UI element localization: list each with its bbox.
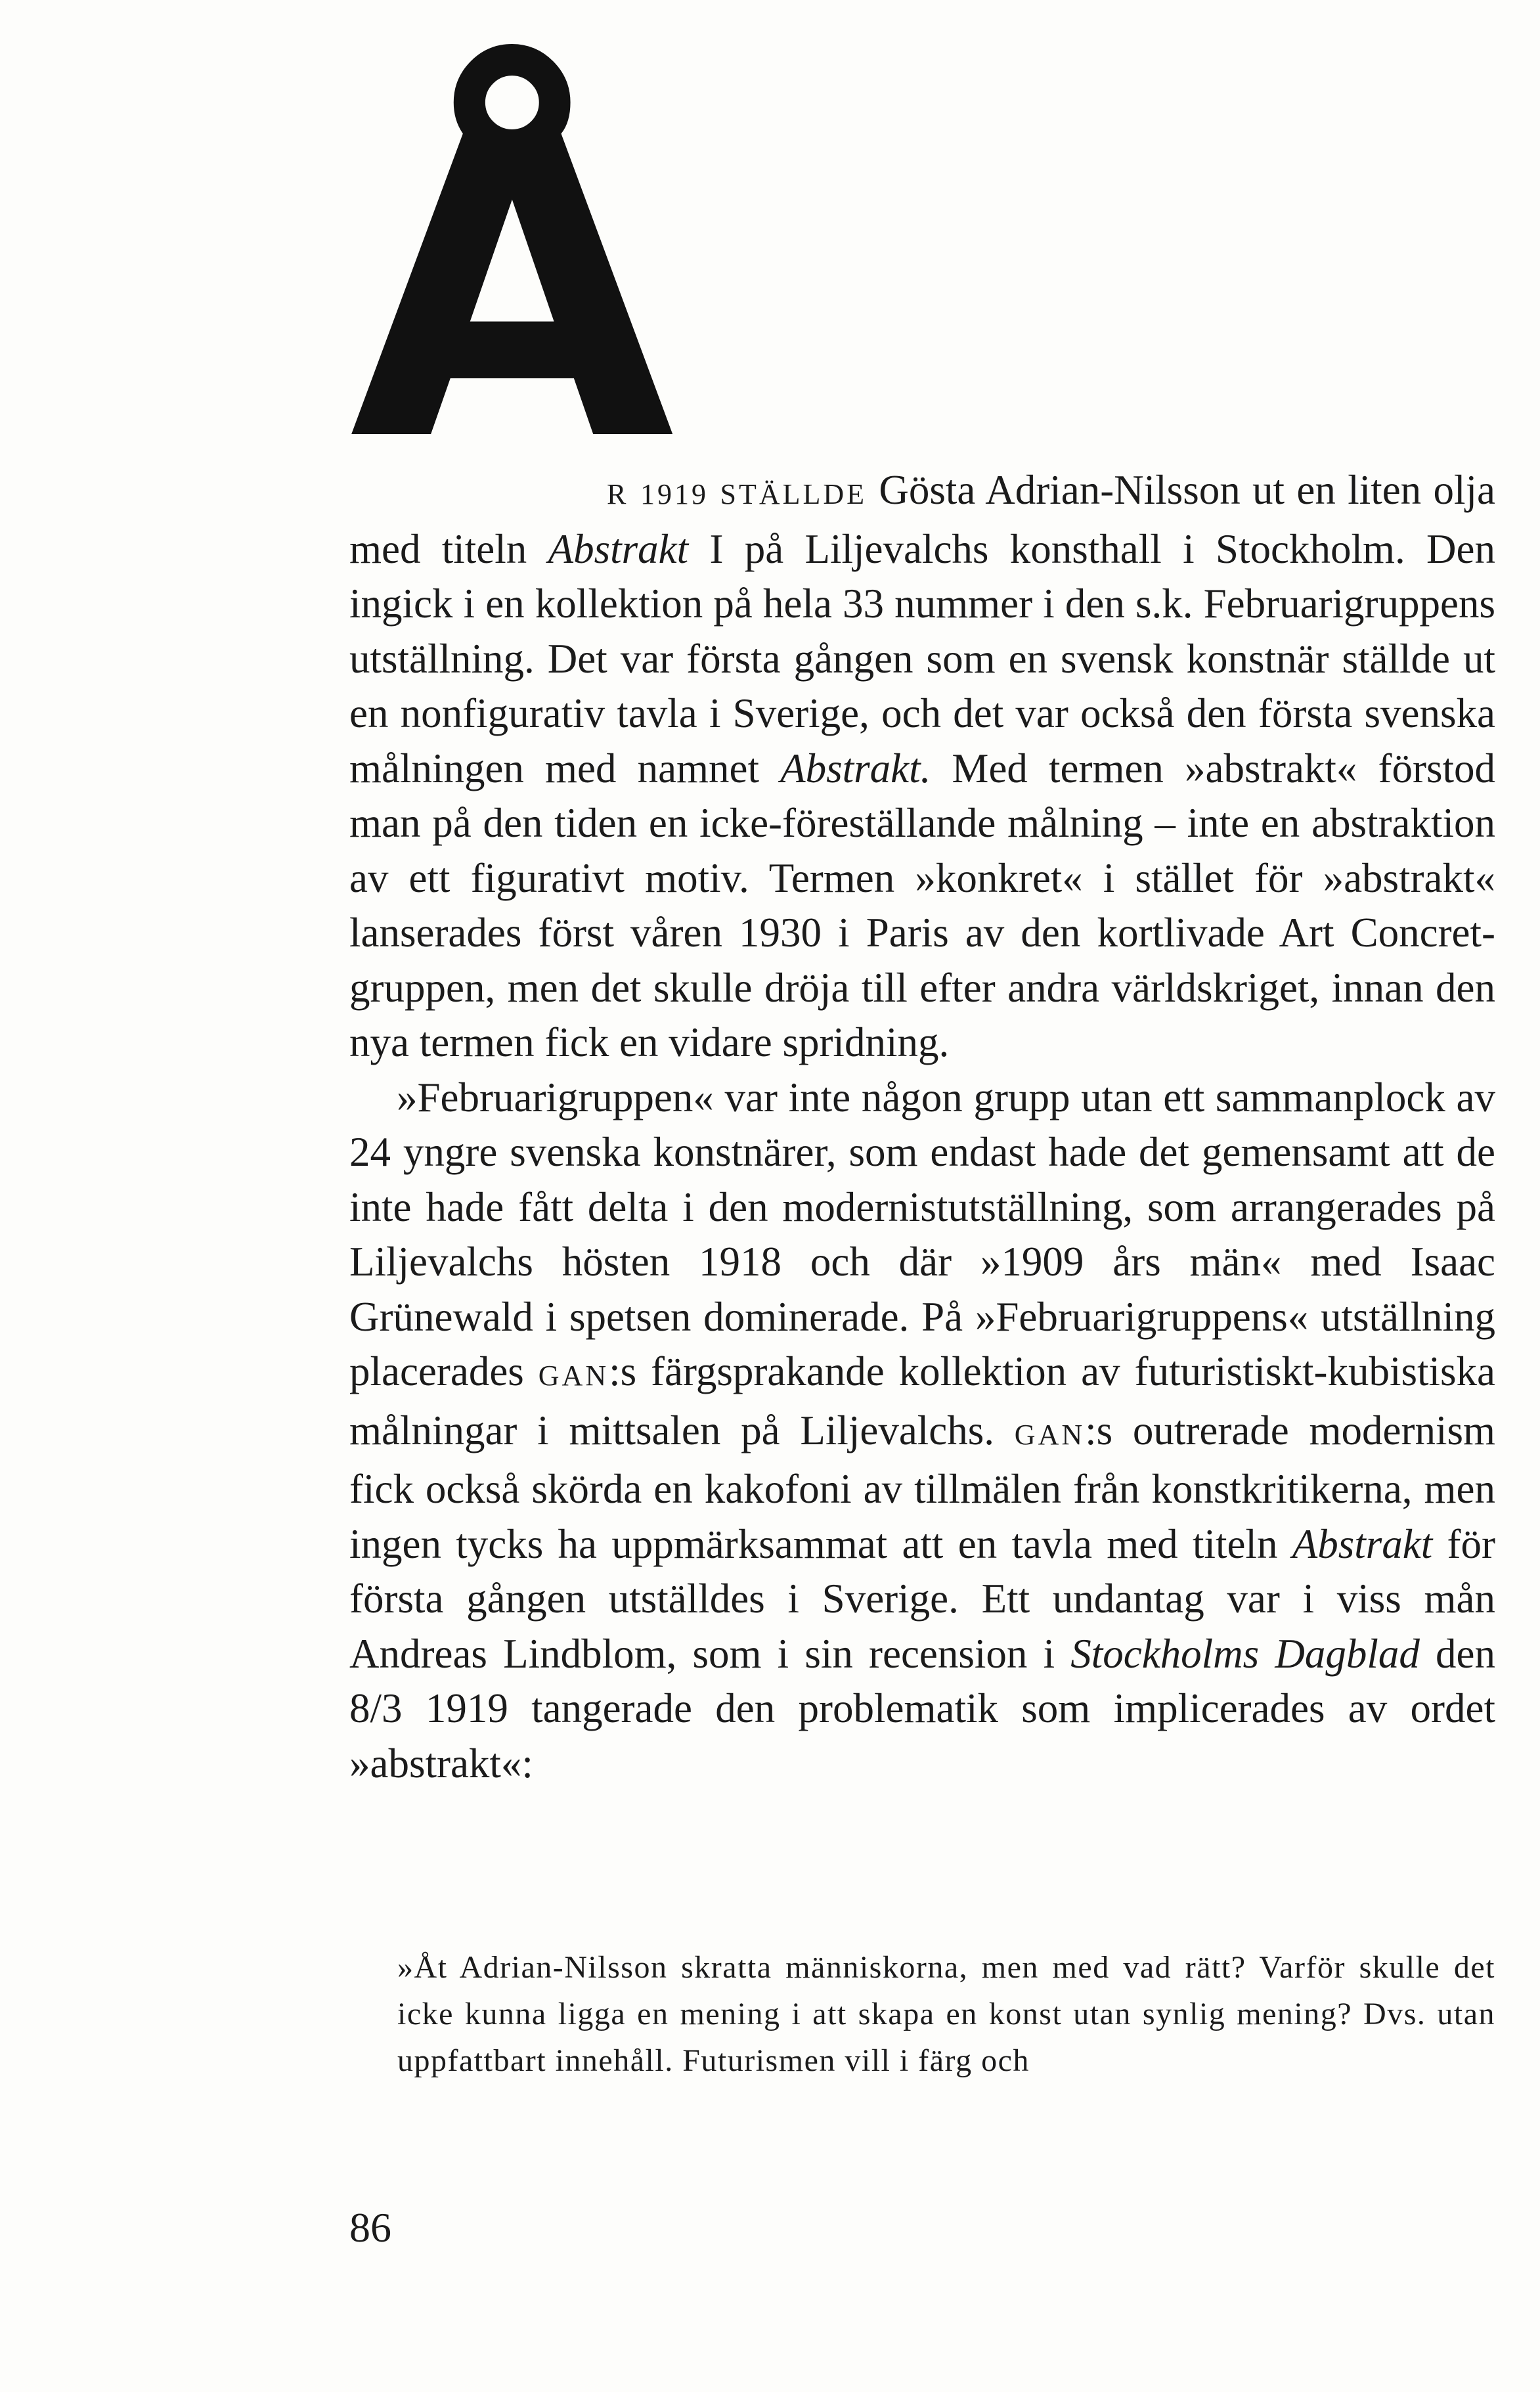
para1-italic-title-a: Abstrakt <box>548 525 689 572</box>
paragraph-1 <box>349 463 1495 1071</box>
para1-text-b: I på Liljevalchs konsthall i Stockholm. Den ingick i en kollektion på hela 33 nummer i den s.k. Februarigruppens utställning. Det var första gången som en svensk konstnär ställde ut en nonfigurativ tavla i Sverige, och det var också den första svenska målningen med namnet <box>349 525 1495 791</box>
para1-text-c: Med termen »abstrakt« förstod man på den tiden en icke-föreställande målning – inte en abstraktion av ett figurativt motiv. Termen »konkret« i stället för »abstrakt« lanserades först våren 1930 i Paris av den kortlivade Art Concret-gruppen, men det skulle dröja till efter andra världskriget, innan den nya termen fick en vidare spridning. <box>349 745 1495 1065</box>
para2-text-c: :s outrerade modernism fick också skörda en kakofoni av tillmälen från konstkritikerna, men ingen tycks ha uppmärksammat att en tavla med titeln <box>349 1407 1495 1567</box>
para1-italic-title-b: Abstrakt. <box>780 745 931 791</box>
para2-text-e: den 8/3 1919 tangerade den problematik som implicerades av ordet »abstrakt«: <box>349 1630 1495 1786</box>
para2-text-a: »Februarigruppen« var inte någon grupp utan ett sammanplock av 24 yngre svenska konstnärer, som endast hade det gemensamt att de inte hade fått delta i den modernistutställning, som arrangerades på Liljevalchs hösten 1918 och där »1909 års män« med Isaac Grünewald i spetsen dominerade. På »Februarigruppens« utställning placerades <box>349 1074 1495 1394</box>
smallcaps-lead: R 1919 STÄLLDE <box>607 478 868 510</box>
paragraph-2 <box>349 1071 1495 1792</box>
smallcaps-gan-2: GAN <box>1014 1418 1086 1451</box>
drop-cap-letter: Å <box>349 44 675 533</box>
para2-italic-newspaper: Stockholms Dagblad <box>1070 1630 1420 1677</box>
smallcaps-gan-1: GAN <box>538 1360 609 1392</box>
block-quote: »Åt Adrian-Nilsson skratta människorna, men med vad rätt? Varför skulle det icke kunna ligga en mening i att skapa en konst utan synlig mening? Dvs. utan uppfattbart innehåll. Futurismen vill i färg och <box>397 1950 1495 2078</box>
para2-text-d: för första gången utställdes i Sverige. Ett undantag var i viss mån Andreas Lindblom, som i sin recension i <box>349 1520 1495 1677</box>
para2-text-b: :s färgsprakande kollektion av futuristiskt-kubistiska målningar i mittsalen på Liljevalchs. <box>349 1348 1496 1453</box>
para1-text-a: Gösta Adrian-Nilsson ut en liten olja med titeln <box>349 467 1495 572</box>
para2-italic-title: Abstrakt <box>1292 1520 1433 1567</box>
page-number: 86 <box>349 2204 391 2251</box>
body-text <box>349 463 1495 1791</box>
